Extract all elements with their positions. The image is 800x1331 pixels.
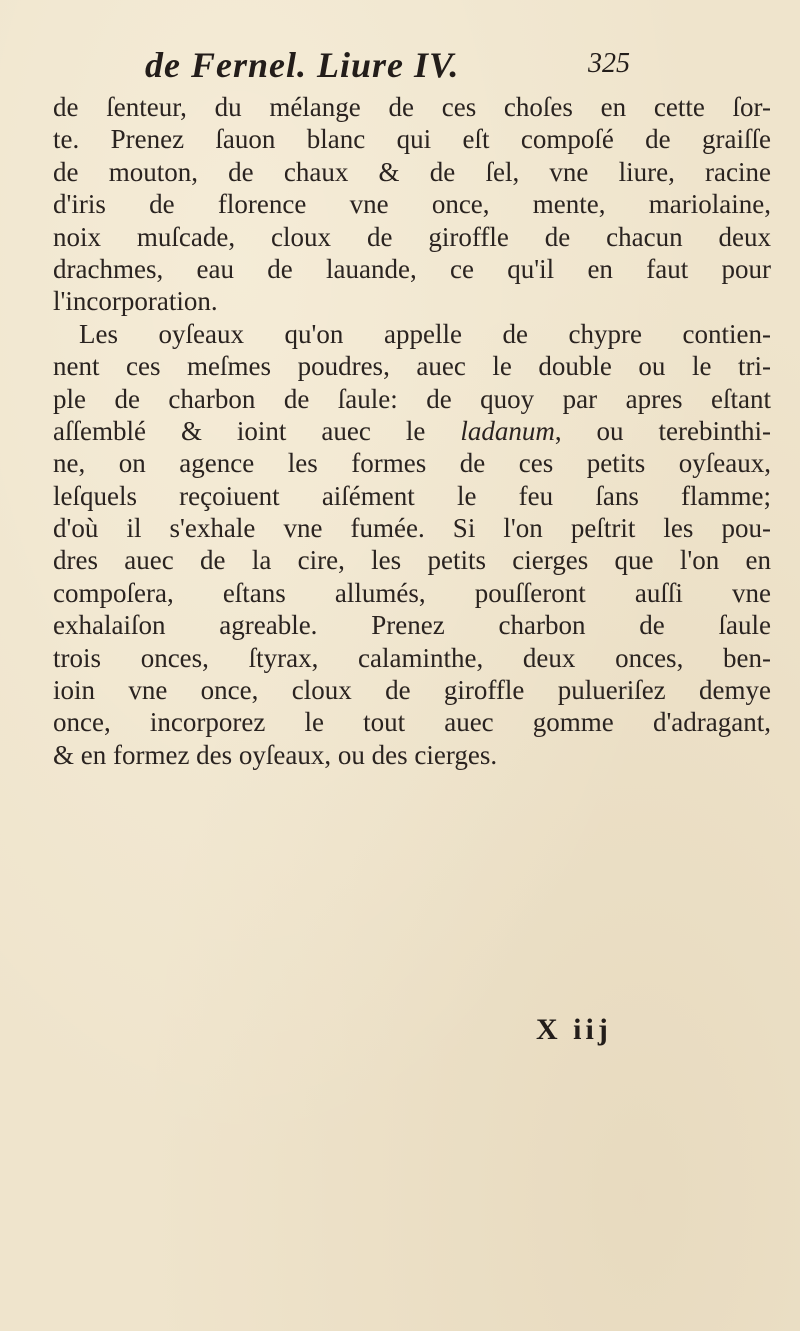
text-line: dres auec de la cire, les petits cierges que l'on en — [53, 545, 771, 576]
body-text — [53, 91, 771, 771]
text-line: l'incorporation. — [53, 286, 218, 317]
page-number: 325 — [588, 48, 630, 79]
text-line: & en formez des oyſeaux, ou des cierges. — [53, 739, 498, 770]
text-line: noix muſcade, cloux de giroffle de chacun deux — [53, 221, 771, 252]
text-line: Les oyſeaux qu'on appelle de chypre contien- — [79, 318, 771, 349]
text-line: aſſemblé & ioint auec le ladanum, ou terebinthi- — [53, 415, 771, 446]
text-line: de ſenteur, du mélange de ces choſes en cette ſor- — [53, 92, 771, 122]
text-line: d'où il s'exhale vne fumée. Si l'on peſtrit les pou- — [53, 513, 771, 544]
text-line: trois onces, ſtyrax, calaminthe, deux onces, ben- — [53, 642, 771, 673]
text-line: te. Prenez ſauon blanc qui eſt compoſé de graiſſe — [53, 124, 771, 155]
text-line: leſquels reçoiuent aiſément le feu ſans flamme; — [53, 480, 771, 511]
text-line: d'iris de florence vne once, mente, mariolaine, — [53, 189, 771, 220]
text-line: once, incorporez le tout auec gomme d'adragant, — [53, 707, 771, 738]
text-line: compoſera, eſtans allumés, pouſſeront auſſi vne — [53, 577, 771, 608]
text-line: ple de charbon de ſaule: de quoy par apres eſtant — [53, 383, 771, 414]
text-line: de mouton, de chaux & de ſel, vne liure, racine — [53, 156, 771, 187]
text-line: exhalaiſon agreable. Prenez charbon de ſaule — [53, 610, 771, 641]
text-line: ioin vne once, cloux de giroffle pulueriſez demye — [53, 675, 771, 706]
text-line: ne, on agence les formes de ces petits oyſeaux, — [53, 448, 771, 479]
text-line: nent ces meſmes poudres, auec le double ou le tri- — [53, 351, 771, 382]
page-header — [145, 44, 630, 90]
signature-mark: X iij — [536, 1013, 612, 1046]
running-head: de Fernel. Liure IV. — [145, 45, 460, 85]
text-line: drachmes, eau de lauande, ce qu'il en faut pour — [53, 253, 771, 284]
